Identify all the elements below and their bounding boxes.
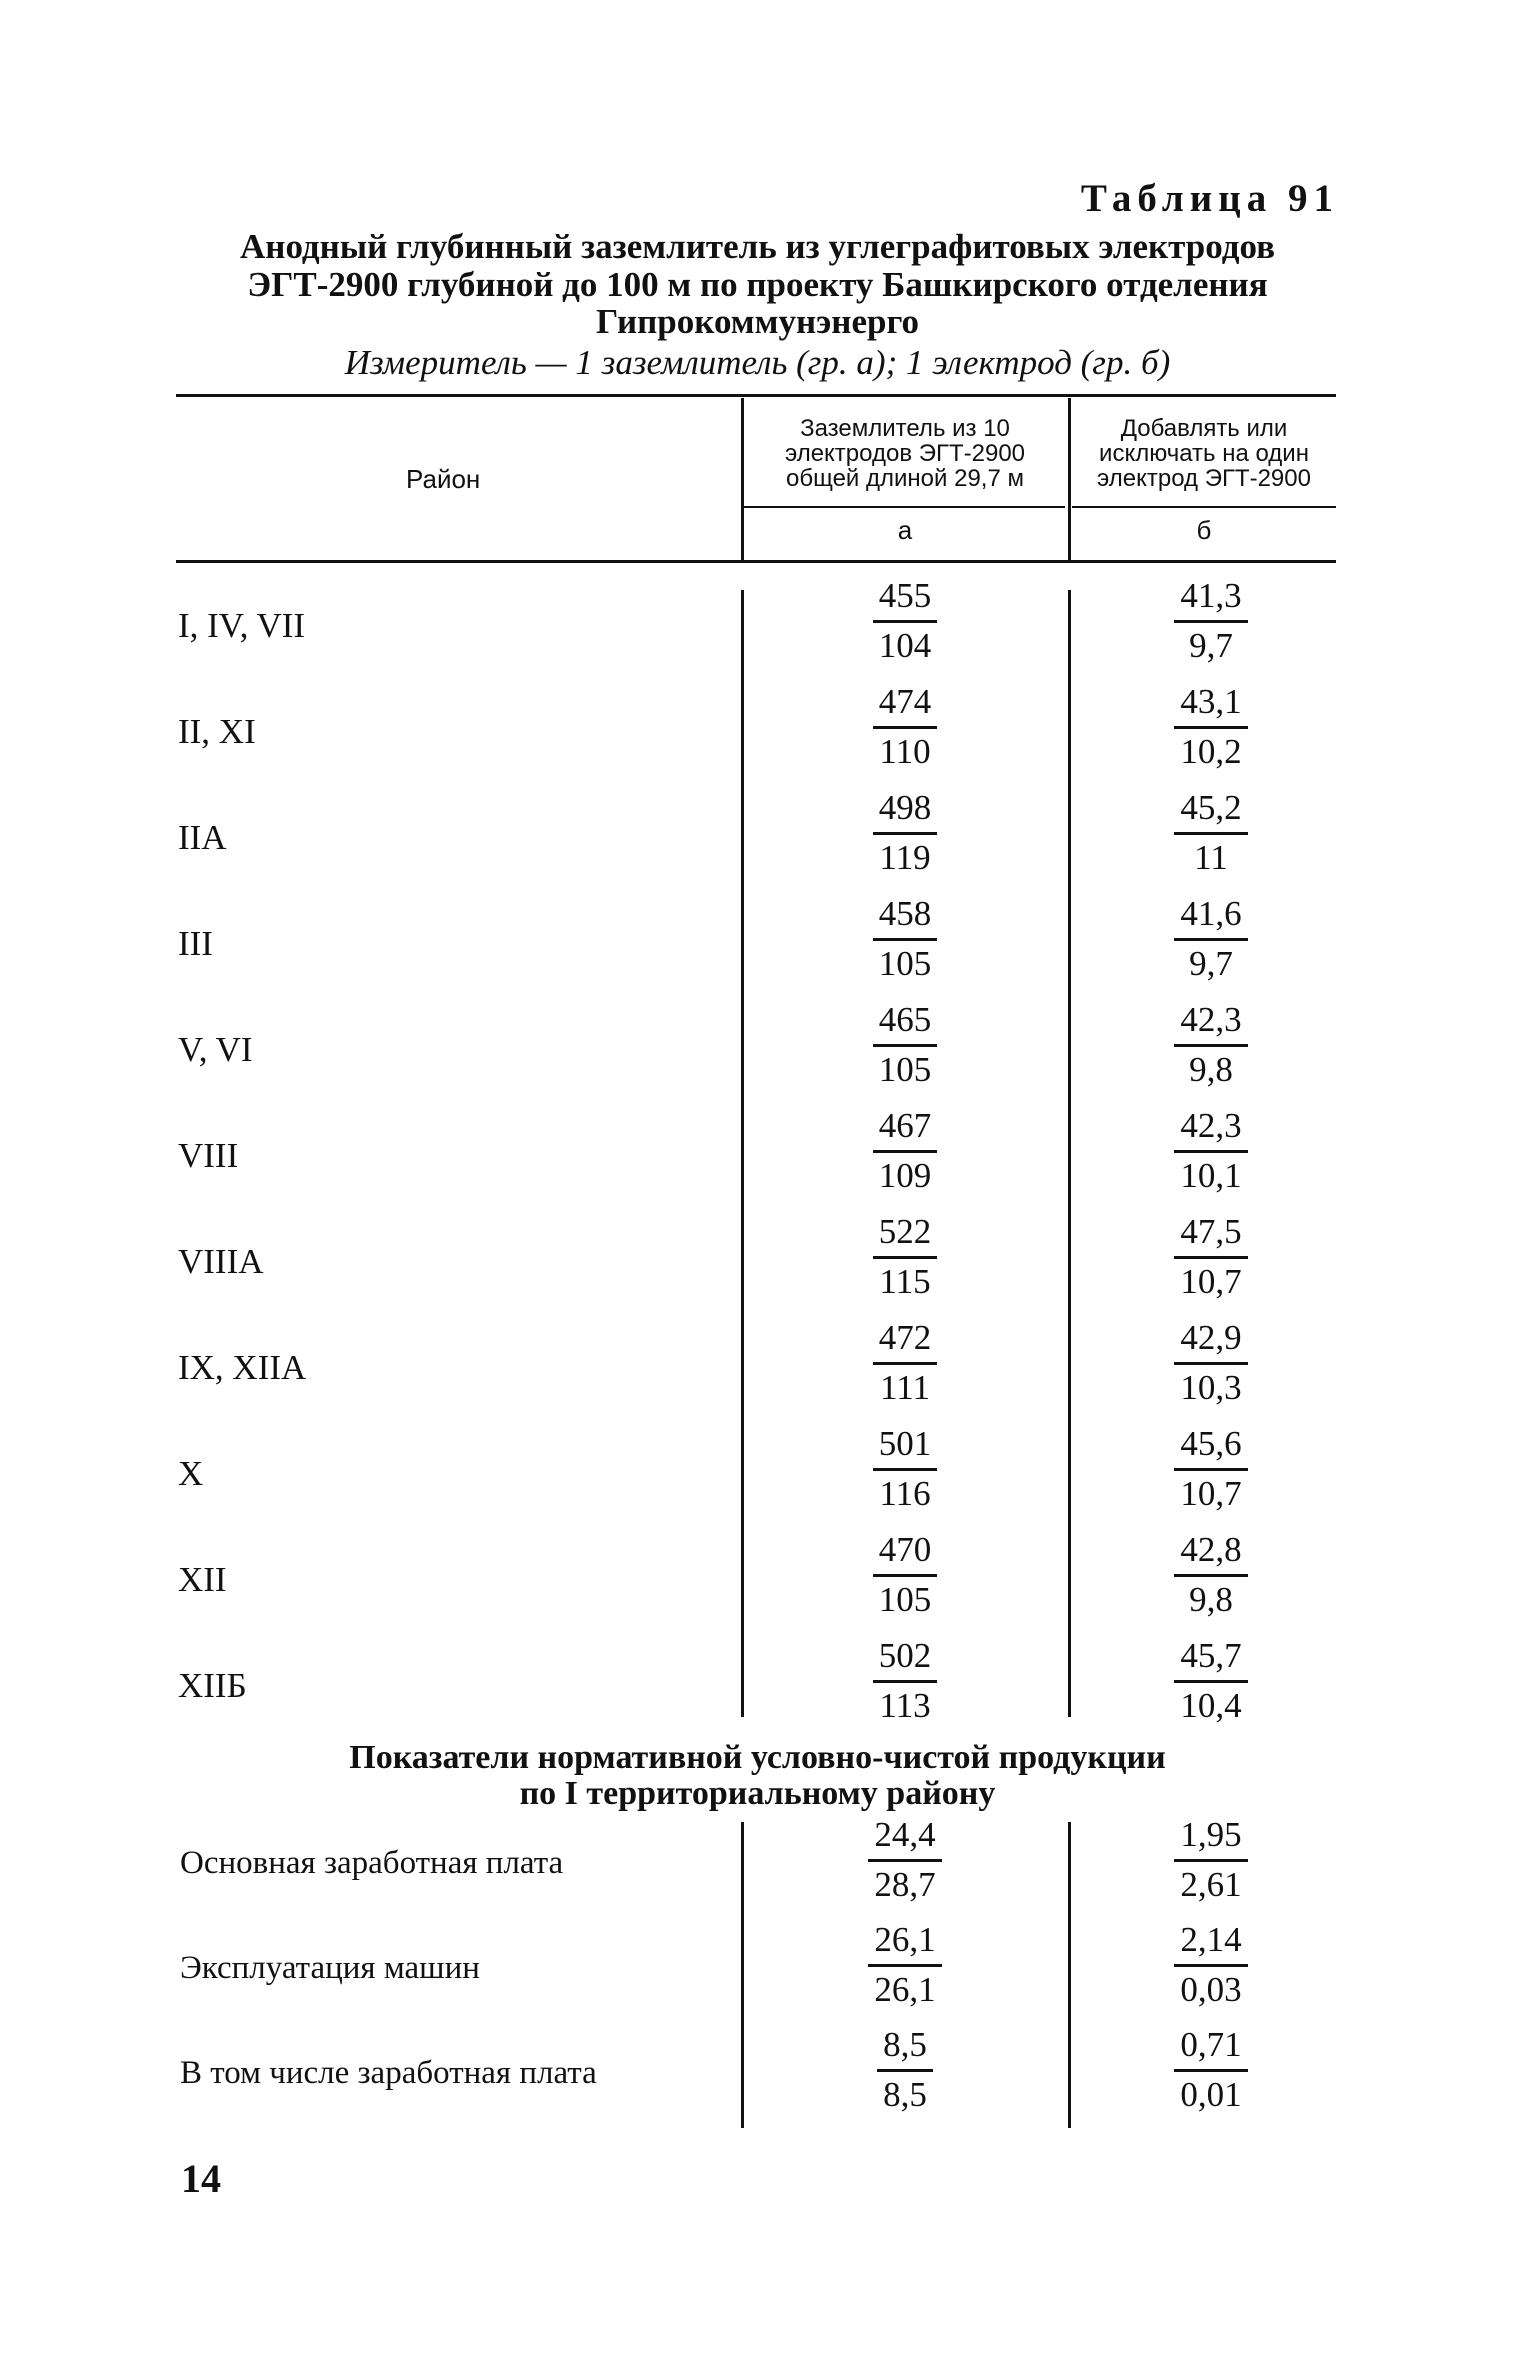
cell-b xyxy=(1111,788,1311,886)
table-top-rule xyxy=(176,394,1336,397)
ind-cell-b-num: 2,14 xyxy=(1174,1920,1247,1967)
cell-a xyxy=(805,1106,1005,1204)
cell-a xyxy=(805,682,1005,780)
cell-b-num: 41,3 xyxy=(1174,576,1247,623)
cell-b-num: 45,7 xyxy=(1174,1636,1247,1683)
cell-a-num: 470 xyxy=(873,1530,938,1577)
cell-b-den: 10,7 xyxy=(1180,1262,1242,1301)
header-col-b-line-2: исключать на один xyxy=(1099,440,1309,467)
cell-a-den: 105 xyxy=(878,944,932,983)
cell-b-den: 9,7 xyxy=(1189,626,1233,665)
header-col-a xyxy=(744,416,1066,491)
ind-cell-b-num: 0,71 xyxy=(1174,2025,1247,2072)
measure-unit: Измеритель — 1 заземлитель (гр. а); 1 электрод (гр. б) xyxy=(344,343,1171,382)
cell-b-num: 42,3 xyxy=(1174,1106,1247,1153)
cell-b-num: 45,2 xyxy=(1174,788,1247,835)
ind-cell-a-den: 8,5 xyxy=(883,2075,927,2114)
cell-b xyxy=(1111,1424,1311,1522)
cell-a-den: 119 xyxy=(879,838,931,877)
cell-b xyxy=(1111,1212,1311,1310)
indicator-label: Эксплуатация машин xyxy=(180,1950,480,1986)
header-col-b xyxy=(1072,416,1336,491)
cell-a-den: 110 xyxy=(879,732,931,771)
cell-a xyxy=(805,1424,1005,1522)
row-rayon: V, VI xyxy=(178,1030,253,1069)
cell-a-num: 458 xyxy=(873,894,938,941)
cell-b-den: 10,2 xyxy=(1180,732,1242,771)
cell-a xyxy=(805,1530,1005,1628)
ind-cell-b xyxy=(1111,2025,1311,2123)
ind-cell-a-den: 28,7 xyxy=(874,1865,936,1904)
header-col-b-line-1: Добавлять или xyxy=(1120,415,1288,442)
cell-a-den: 105 xyxy=(878,1050,932,1089)
body-vline-b xyxy=(1068,590,1071,1717)
cell-a-num: 455 xyxy=(873,576,938,623)
row-rayon: X xyxy=(178,1454,204,1493)
indicators-title-line-2: по I территориальному району xyxy=(519,1775,996,1812)
header-col-a-code: а xyxy=(897,515,913,545)
cell-b xyxy=(1111,894,1311,992)
header-bottom-rule xyxy=(176,560,1336,563)
cell-b-den: 10,4 xyxy=(1180,1686,1242,1725)
cell-b-num: 42,8 xyxy=(1174,1530,1247,1577)
indicator-label: В том числе заработная плата xyxy=(180,2055,597,2091)
table-title-line-1: Анодный глубинный заземлитель из углеграфитовых электродов xyxy=(240,227,1275,266)
cell-b-num: 42,3 xyxy=(1174,1000,1247,1047)
cell-a-den: 105 xyxy=(878,1580,932,1619)
cell-a-num: 465 xyxy=(873,1000,938,1047)
cell-a-den: 111 xyxy=(880,1368,930,1407)
ind-cell-b-den: 2,61 xyxy=(1180,1865,1242,1904)
page-number: 14 xyxy=(181,2156,221,2201)
row-rayon: XIIБ xyxy=(178,1666,247,1705)
cell-b-den: 10,1 xyxy=(1180,1156,1242,1195)
ind-cell-a xyxy=(805,1920,1005,2018)
cell-b xyxy=(1111,1530,1311,1628)
ind-cell-a-num: 8,5 xyxy=(877,2025,933,2072)
cell-b xyxy=(1111,1000,1311,1098)
ind-cell-a xyxy=(805,1815,1005,1913)
header-b-rule xyxy=(1072,506,1336,508)
cell-a-den: 109 xyxy=(878,1156,932,1195)
row-rayon: VIIIA xyxy=(178,1242,264,1281)
row-rayon: VIII xyxy=(178,1136,239,1175)
row-rayon: XII xyxy=(178,1560,227,1599)
ind-cell-b-den: 0,01 xyxy=(1180,2075,1242,2114)
cell-b-num: 42,9 xyxy=(1174,1318,1247,1365)
cell-b xyxy=(1111,1318,1311,1416)
cell-a-num: 498 xyxy=(873,788,938,835)
header-col-b-code: б xyxy=(1196,515,1212,545)
row-rayon: III xyxy=(178,924,213,963)
cell-b-den: 11 xyxy=(1194,838,1228,877)
header-a-rule xyxy=(743,506,1065,508)
cell-a-num: 502 xyxy=(873,1636,938,1683)
header-vline-b xyxy=(1068,398,1071,560)
table-title-line-3: Гипрокоммунэнерго xyxy=(596,302,919,341)
cell-a-den: 116 xyxy=(879,1474,931,1513)
row-rayon: I, IV, VII xyxy=(178,606,306,645)
table-title-line-2: ЭГТ-2900 глубиной до 100 м по проекту Башкирского отделения xyxy=(247,265,1268,304)
cell-b-num: 45,6 xyxy=(1174,1424,1247,1471)
cell-a xyxy=(805,1000,1005,1098)
cell-a-num: 467 xyxy=(873,1106,938,1153)
cell-a-num: 501 xyxy=(873,1424,938,1471)
row-rayon: IIA xyxy=(178,818,227,857)
header-rayon: Район xyxy=(406,464,481,494)
header-col-a-line-2: электродов ЭГТ-2900 xyxy=(784,440,1026,467)
cell-a xyxy=(805,1318,1005,1416)
header-col-a-line-1: Заземлитель из 10 xyxy=(800,415,1010,442)
indicators-title-line-1: Показатели нормативной условно-чистой продукции xyxy=(349,1739,1166,1776)
ind-cell-a xyxy=(805,2025,1005,2123)
body-vline-a xyxy=(741,590,744,1717)
ind-cell-a-den: 26,1 xyxy=(874,1970,936,2009)
cell-a-den: 104 xyxy=(878,626,932,665)
cell-b-den: 9,8 xyxy=(1189,1050,1233,1089)
cell-a-num: 472 xyxy=(873,1318,938,1365)
cell-b-den: 9,8 xyxy=(1189,1580,1233,1619)
cell-b xyxy=(1111,682,1311,780)
cell-a-den: 113 xyxy=(879,1686,931,1725)
cell-b-num: 47,5 xyxy=(1174,1212,1247,1259)
ind-vline-b xyxy=(1068,1822,1071,2128)
row-rayon: IX, XIIA xyxy=(178,1348,307,1387)
table-label: Таблица 91 xyxy=(1080,177,1339,220)
cell-b-num: 41,6 xyxy=(1174,894,1247,941)
ind-cell-b xyxy=(1111,1815,1311,1913)
cell-b-den: 10,7 xyxy=(1180,1474,1242,1513)
cell-a-num: 474 xyxy=(873,682,938,729)
cell-a xyxy=(805,788,1005,886)
cell-a xyxy=(805,1636,1005,1734)
cell-b-den: 10,3 xyxy=(1180,1368,1242,1407)
row-rayon: II, XI xyxy=(178,712,256,751)
header-col-a-line-3: общей длиной 29,7 м xyxy=(786,465,1024,492)
cell-a-den: 115 xyxy=(879,1262,931,1301)
indicator-label: Основная заработная плата xyxy=(180,1845,564,1881)
ind-cell-b-den: 0,03 xyxy=(1180,1970,1242,2009)
ind-cell-a-num: 24,4 xyxy=(868,1815,941,1862)
cell-b-den: 9,7 xyxy=(1189,944,1233,983)
cell-a-num: 522 xyxy=(873,1212,938,1259)
cell-b xyxy=(1111,576,1311,674)
cell-a xyxy=(805,576,1005,674)
cell-b xyxy=(1111,1636,1311,1734)
ind-vline-a xyxy=(741,1822,744,2128)
header-col-b-line-3: электрод ЭГТ-2900 xyxy=(1097,465,1311,492)
cell-a xyxy=(805,894,1005,992)
cell-b xyxy=(1111,1106,1311,1204)
ind-cell-b-num: 1,95 xyxy=(1174,1815,1247,1862)
ind-cell-a-num: 26,1 xyxy=(868,1920,941,1967)
cell-a xyxy=(805,1212,1005,1310)
ind-cell-b xyxy=(1111,1920,1311,2018)
cell-b-num: 43,1 xyxy=(1174,682,1247,729)
